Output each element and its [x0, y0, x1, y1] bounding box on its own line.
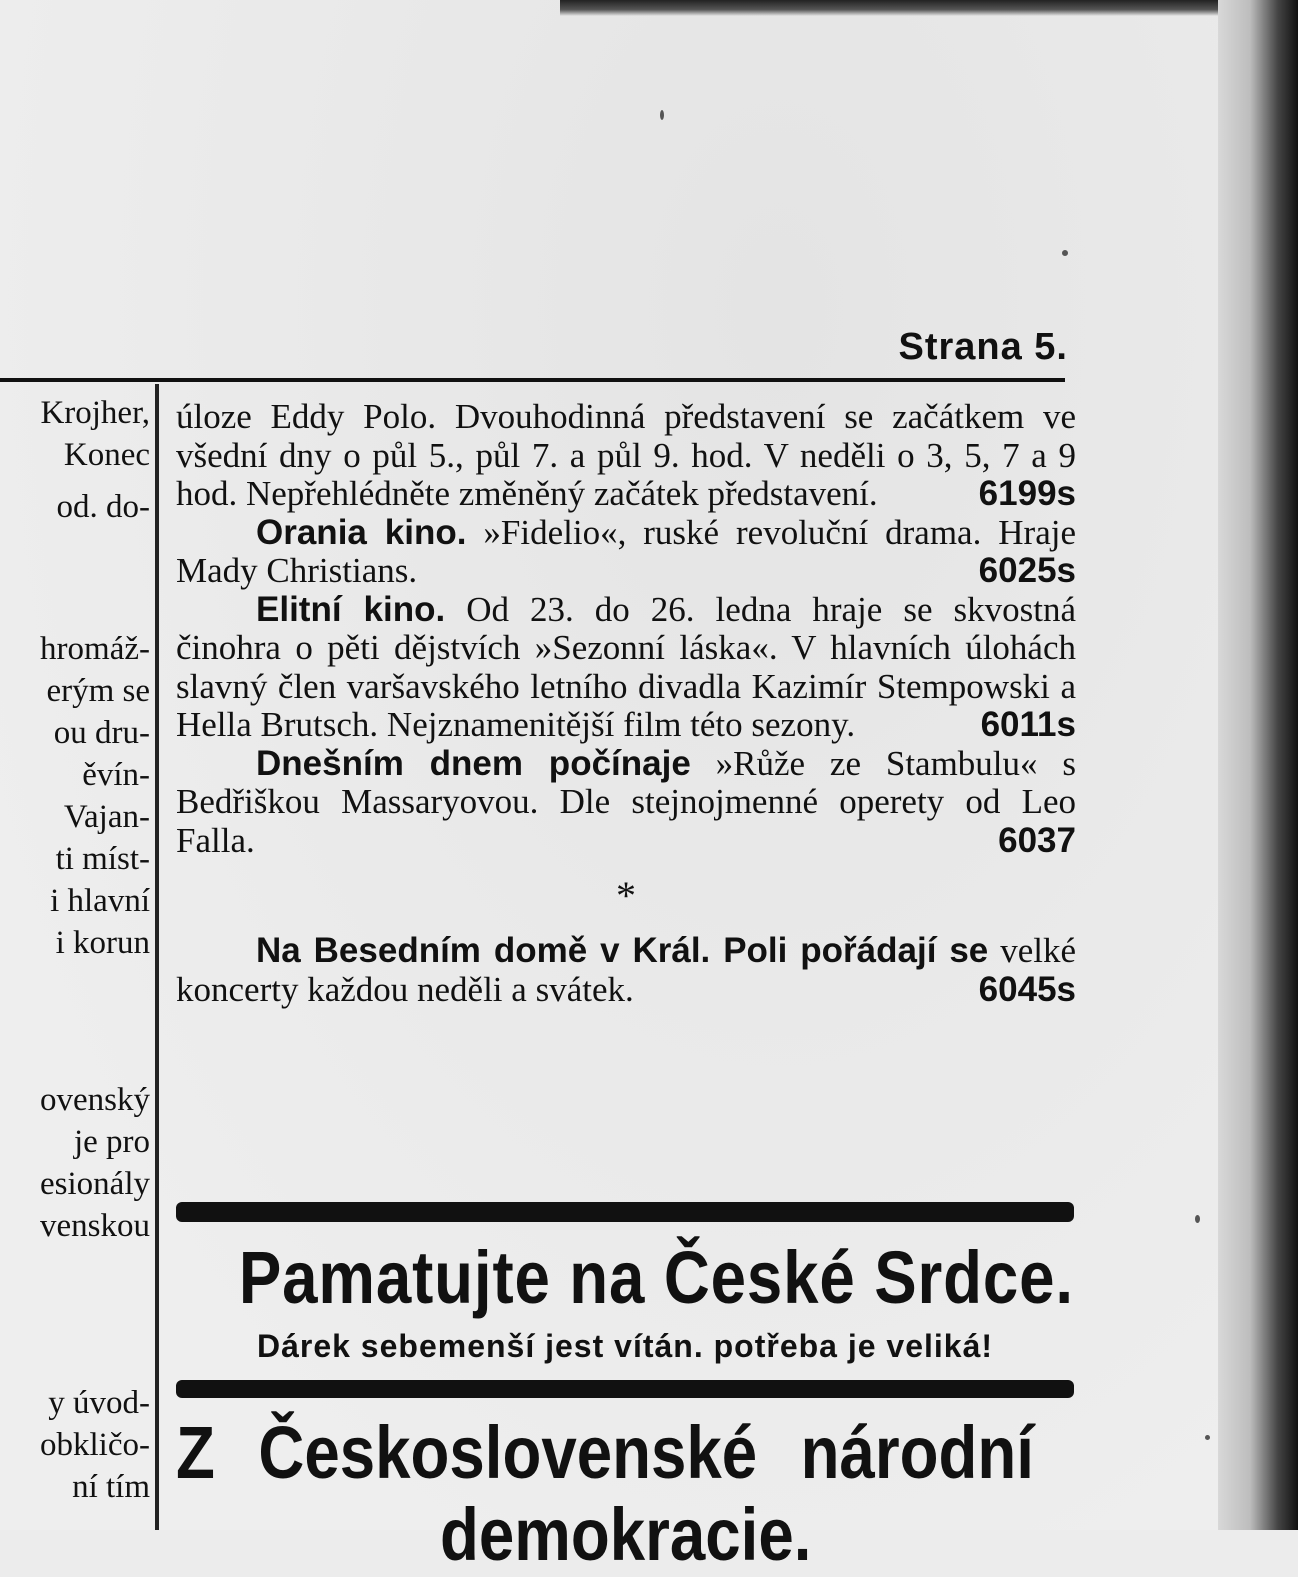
concert-number: 6045s — [978, 969, 1076, 1009]
column-rule — [155, 384, 159, 1530]
advert-bottom-rule — [176, 1380, 1074, 1398]
left-line: od. do- — [56, 489, 150, 525]
concert-text: velké koncerty každou neděli a svátek. — [176, 931, 1076, 1009]
left-line: erým se — [46, 673, 150, 709]
left-column — [0, 392, 150, 1508]
left-line: ovenský — [40, 1082, 150, 1118]
article-orania — [176, 514, 1076, 591]
article-number: 6199s — [978, 474, 1076, 513]
left-line: y úvod- — [48, 1385, 150, 1421]
article-text: »Růže ze Stambulu« s Bedřiškou Massaryovou. Dle stejnojmenné operety od Leo Falla. — [176, 743, 1076, 860]
article-text: úloze Eddy Polo. Dvouhodinná představení se začátkem ve všední dny o půl 5., půl 7. a půl 9. hod. V neděli o 3, 5, 7 a 9 hod. Nepřehlédněte změněný začátek představení. — [176, 397, 1076, 513]
left-line: ou dru- — [53, 715, 150, 751]
article-ruze-ze-stambulu — [176, 745, 1076, 861]
article-eddy-polo — [176, 398, 1076, 514]
article-number: 6025s — [978, 551, 1076, 590]
page-number: Strana 5. — [898, 326, 1068, 368]
left-gap — [0, 1247, 150, 1382]
advert-subtitle: Dárek sebemenší jest vítán. potřeba je veliká! — [256, 1328, 994, 1364]
left-line: Krojher, — [40, 395, 150, 431]
left-gap — [0, 528, 150, 628]
left-line: i korun — [55, 925, 150, 961]
left-line: ěvín- — [82, 757, 150, 793]
article-number: 6037 — [998, 820, 1076, 860]
separator-star: * — [616, 873, 636, 918]
left-line: hromáž- — [40, 631, 150, 667]
scan-top-edge — [560, 0, 1298, 16]
left-line: ní tím — [72, 1469, 150, 1505]
scan-speck — [660, 110, 664, 120]
scan-speck — [1195, 1215, 1200, 1223]
left-line: venskou — [40, 1208, 150, 1244]
section-heading-continued: demokracie. — [440, 1493, 812, 1576]
article-lead: Dnešním dnem počínaje — [256, 743, 691, 783]
left-line: esionály — [40, 1166, 150, 1202]
scan-right-edge — [1218, 0, 1298, 1530]
article-number: 6011s — [980, 705, 1076, 744]
article-elitni — [176, 591, 1076, 745]
left-line: je pro — [73, 1124, 150, 1160]
article-lead: Orania kino. — [256, 512, 467, 552]
left-line: i hlavní — [50, 883, 150, 919]
section-heading: Z Československé národní — [176, 1411, 1034, 1494]
left-gap — [0, 964, 150, 1079]
article-text: Od 23. do 26. ledna hraje se skvostná činohra o pěti dějstvích »Sezonní láska«. V hlavních úlohách slavný člen varšavského letního divadla Kazimír Stempowski a Hella Brutsch. Nejznamenitější film této sezony. — [176, 589, 1076, 744]
left-line: ti míst- — [55, 841, 150, 877]
left-line: Vajan- — [63, 799, 150, 835]
advert-title: Pamatujte na České Srdce. — [238, 1236, 1074, 1319]
left-line: Konec — [63, 437, 150, 473]
concert-notice — [176, 932, 1076, 1009]
concert-lead: Na Besedním domě v Král. Poli pořádají se — [256, 931, 989, 970]
main-column — [176, 398, 1076, 1009]
scan-speck — [1205, 1435, 1210, 1440]
left-line: obkličo- — [40, 1427, 150, 1463]
scan-speck — [1062, 250, 1068, 256]
advert-top-rule — [176, 1202, 1074, 1222]
header-rule — [0, 378, 1065, 382]
article-text: »Fidelio«, ruské revoluční drama. Hraje Mady Christians. — [176, 512, 1076, 590]
article-lead: Elitní kino. — [256, 589, 446, 629]
